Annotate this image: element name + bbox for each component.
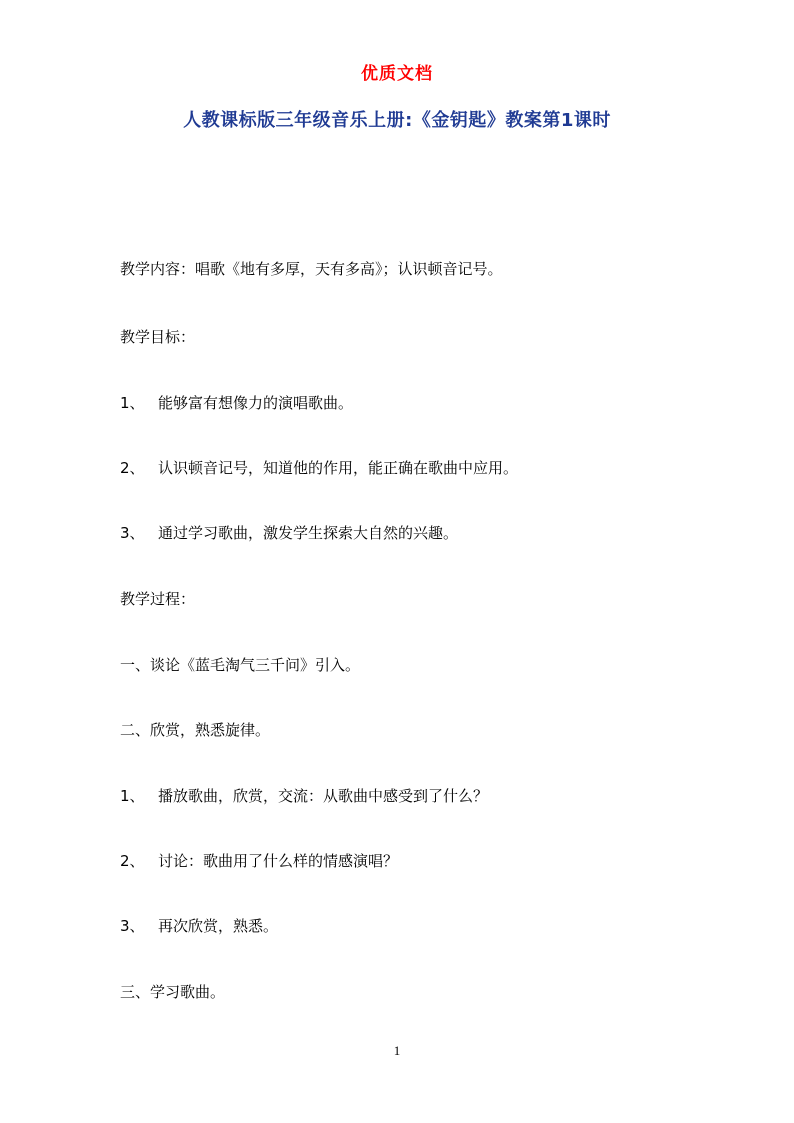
teaching-content-paragraph: 教学内容：唱歌《地有多厚，天有多高》；认识顿音记号。 — [120, 260, 503, 278]
teaching-process-heading: 教学过程： — [120, 590, 196, 608]
page-number: 1 — [393, 1043, 401, 1058]
goal-number: 3、 — [120, 524, 145, 542]
substep-number: 2、 — [120, 852, 145, 870]
substep-text: 播放歌曲，欣赏，交流：从歌曲中感受到了什么？ — [158, 787, 489, 805]
substep-item — [120, 915, 278, 936]
goal-item — [120, 392, 353, 413]
document-title: 人教课标版三年级音乐上册:《金钥匙》教案第1课时 — [183, 110, 611, 131]
goal-text: 通过学习歌曲，激发学生探索大自然的兴趣。 — [158, 524, 459, 542]
process-step: 三、学习歌曲。 — [120, 983, 226, 1001]
goal-number: 2、 — [120, 459, 145, 477]
header-label: 优质文档 — [361, 64, 433, 84]
process-step: 一、谈论《蓝毛淘气三千问》引入。 — [120, 656, 361, 674]
substep-text: 再次欣赏，熟悉。 — [158, 917, 279, 935]
goal-text: 认识顿音记号，知道他的作用，能正确在歌曲中应用。 — [158, 459, 519, 477]
goal-number: 1、 — [120, 394, 145, 412]
substep-text: 讨论：歌曲用了什么样的情感演唱？ — [158, 852, 399, 870]
goal-item — [120, 457, 518, 478]
goal-text: 能够富有想像力的演唱歌曲。 — [158, 394, 354, 412]
substep-number: 3、 — [120, 917, 145, 935]
process-step: 二、欣赏，熟悉旋律。 — [120, 721, 271, 739]
substep-number: 1、 — [120, 787, 145, 805]
teaching-goals-heading: 教学目标： — [120, 328, 196, 346]
substep-item — [120, 785, 488, 806]
goal-item — [120, 522, 458, 543]
substep-item — [120, 850, 398, 871]
